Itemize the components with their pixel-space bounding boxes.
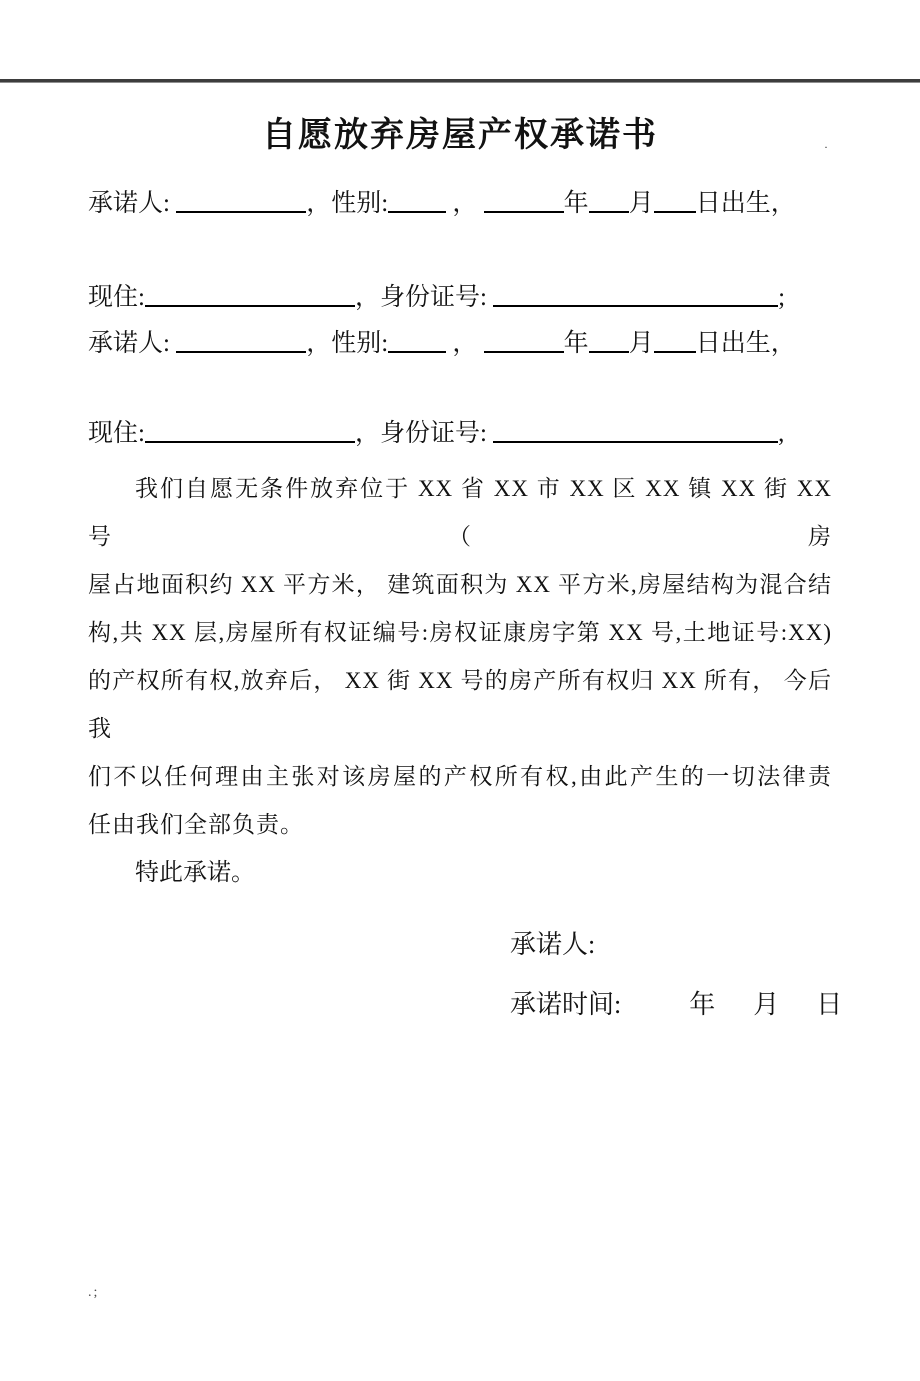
text-segment: ，身份证号: xyxy=(354,284,494,311)
blank-field xyxy=(388,347,446,353)
blank-field xyxy=(176,207,306,213)
text-segment: 月 xyxy=(753,990,780,1019)
blank-field xyxy=(589,347,629,353)
paragraph-line: 我们自愿无条件放弃位于 XX 省 XX 市 XX 区 XX 镇 XX 街 XX 号（房 xyxy=(88,476,832,549)
text-segment: 日出生， xyxy=(695,330,796,357)
spacer xyxy=(621,1012,689,1013)
paragraph-line: 屋占地面积约 XX 平方米， 建筑面积为 XX 平方米,房屋结构为混合结 xyxy=(88,572,832,597)
text-segment: ; xyxy=(778,284,786,311)
text-segment: ，身份证号: xyxy=(354,420,494,447)
blank-field xyxy=(493,301,778,307)
text-segment: 承诺时间: xyxy=(510,990,622,1019)
text-segment: 月 xyxy=(628,330,654,357)
text-segment: , xyxy=(778,420,785,447)
text-segment: ，性别: xyxy=(306,330,389,357)
form-line-promisor-2 xyxy=(88,321,832,367)
blank-field xyxy=(493,437,778,443)
blank-field xyxy=(654,347,696,353)
text-segment: 月 xyxy=(628,190,654,217)
closing-statement: 特此承诺。 xyxy=(135,860,255,886)
spacer xyxy=(715,1012,753,1013)
page-footer-mark: .; xyxy=(88,1285,100,1300)
text-segment: 年 xyxy=(563,330,589,357)
signature-promisor-label: 承诺人: xyxy=(510,930,596,959)
paragraph-line: 的产权所有权,放弃后， XX 街 XX 号的房产所有权归 XX 所有， 今后我 xyxy=(88,668,832,741)
paragraph-line: 们不以任何理由主张对该房屋的产权所有权,由此产生的一切法律责 xyxy=(88,764,832,789)
document-page xyxy=(0,79,920,1300)
form-line-address-1 xyxy=(88,275,832,321)
blank-field xyxy=(654,207,696,213)
paragraph-line: 构,共 XX 层,房屋所有权证编号:房权证康房字第 XX 号,土地证号:XX) xyxy=(88,620,832,645)
text-segment: 年 xyxy=(563,190,589,217)
blank-field xyxy=(176,347,306,353)
form-line-promisor-1 xyxy=(88,181,832,227)
text-segment: ，性别: xyxy=(306,190,389,217)
text-segment: 现住: xyxy=(88,284,145,311)
text-segment: 现住: xyxy=(88,420,145,447)
form-line-address-2 xyxy=(88,411,832,457)
text-segment: ， xyxy=(446,190,484,217)
text-segment: 日 xyxy=(816,990,843,1019)
document-content xyxy=(88,113,843,1023)
blank-field xyxy=(484,347,564,353)
page-corner-dot: · xyxy=(824,140,828,154)
blank-field xyxy=(589,207,629,213)
document-title: 自愿放弃房屋产权承诺书 xyxy=(262,116,658,154)
signature-date-line xyxy=(88,987,843,1023)
text-segment: 承诺人: xyxy=(88,190,177,217)
paragraph-line: 任由我们全部负责。 xyxy=(88,812,304,837)
header-rule xyxy=(0,79,920,83)
text-segment: 年 xyxy=(689,990,716,1019)
body-paragraph xyxy=(88,465,832,849)
blank-field xyxy=(484,207,564,213)
blank-field xyxy=(388,207,446,213)
blank-field xyxy=(145,437,355,443)
blank-field xyxy=(145,301,355,307)
text-segment: ， xyxy=(446,330,484,357)
text-segment: 日出生， xyxy=(695,190,796,217)
spacer xyxy=(779,1012,816,1013)
text-segment: 承诺人: xyxy=(88,330,177,357)
